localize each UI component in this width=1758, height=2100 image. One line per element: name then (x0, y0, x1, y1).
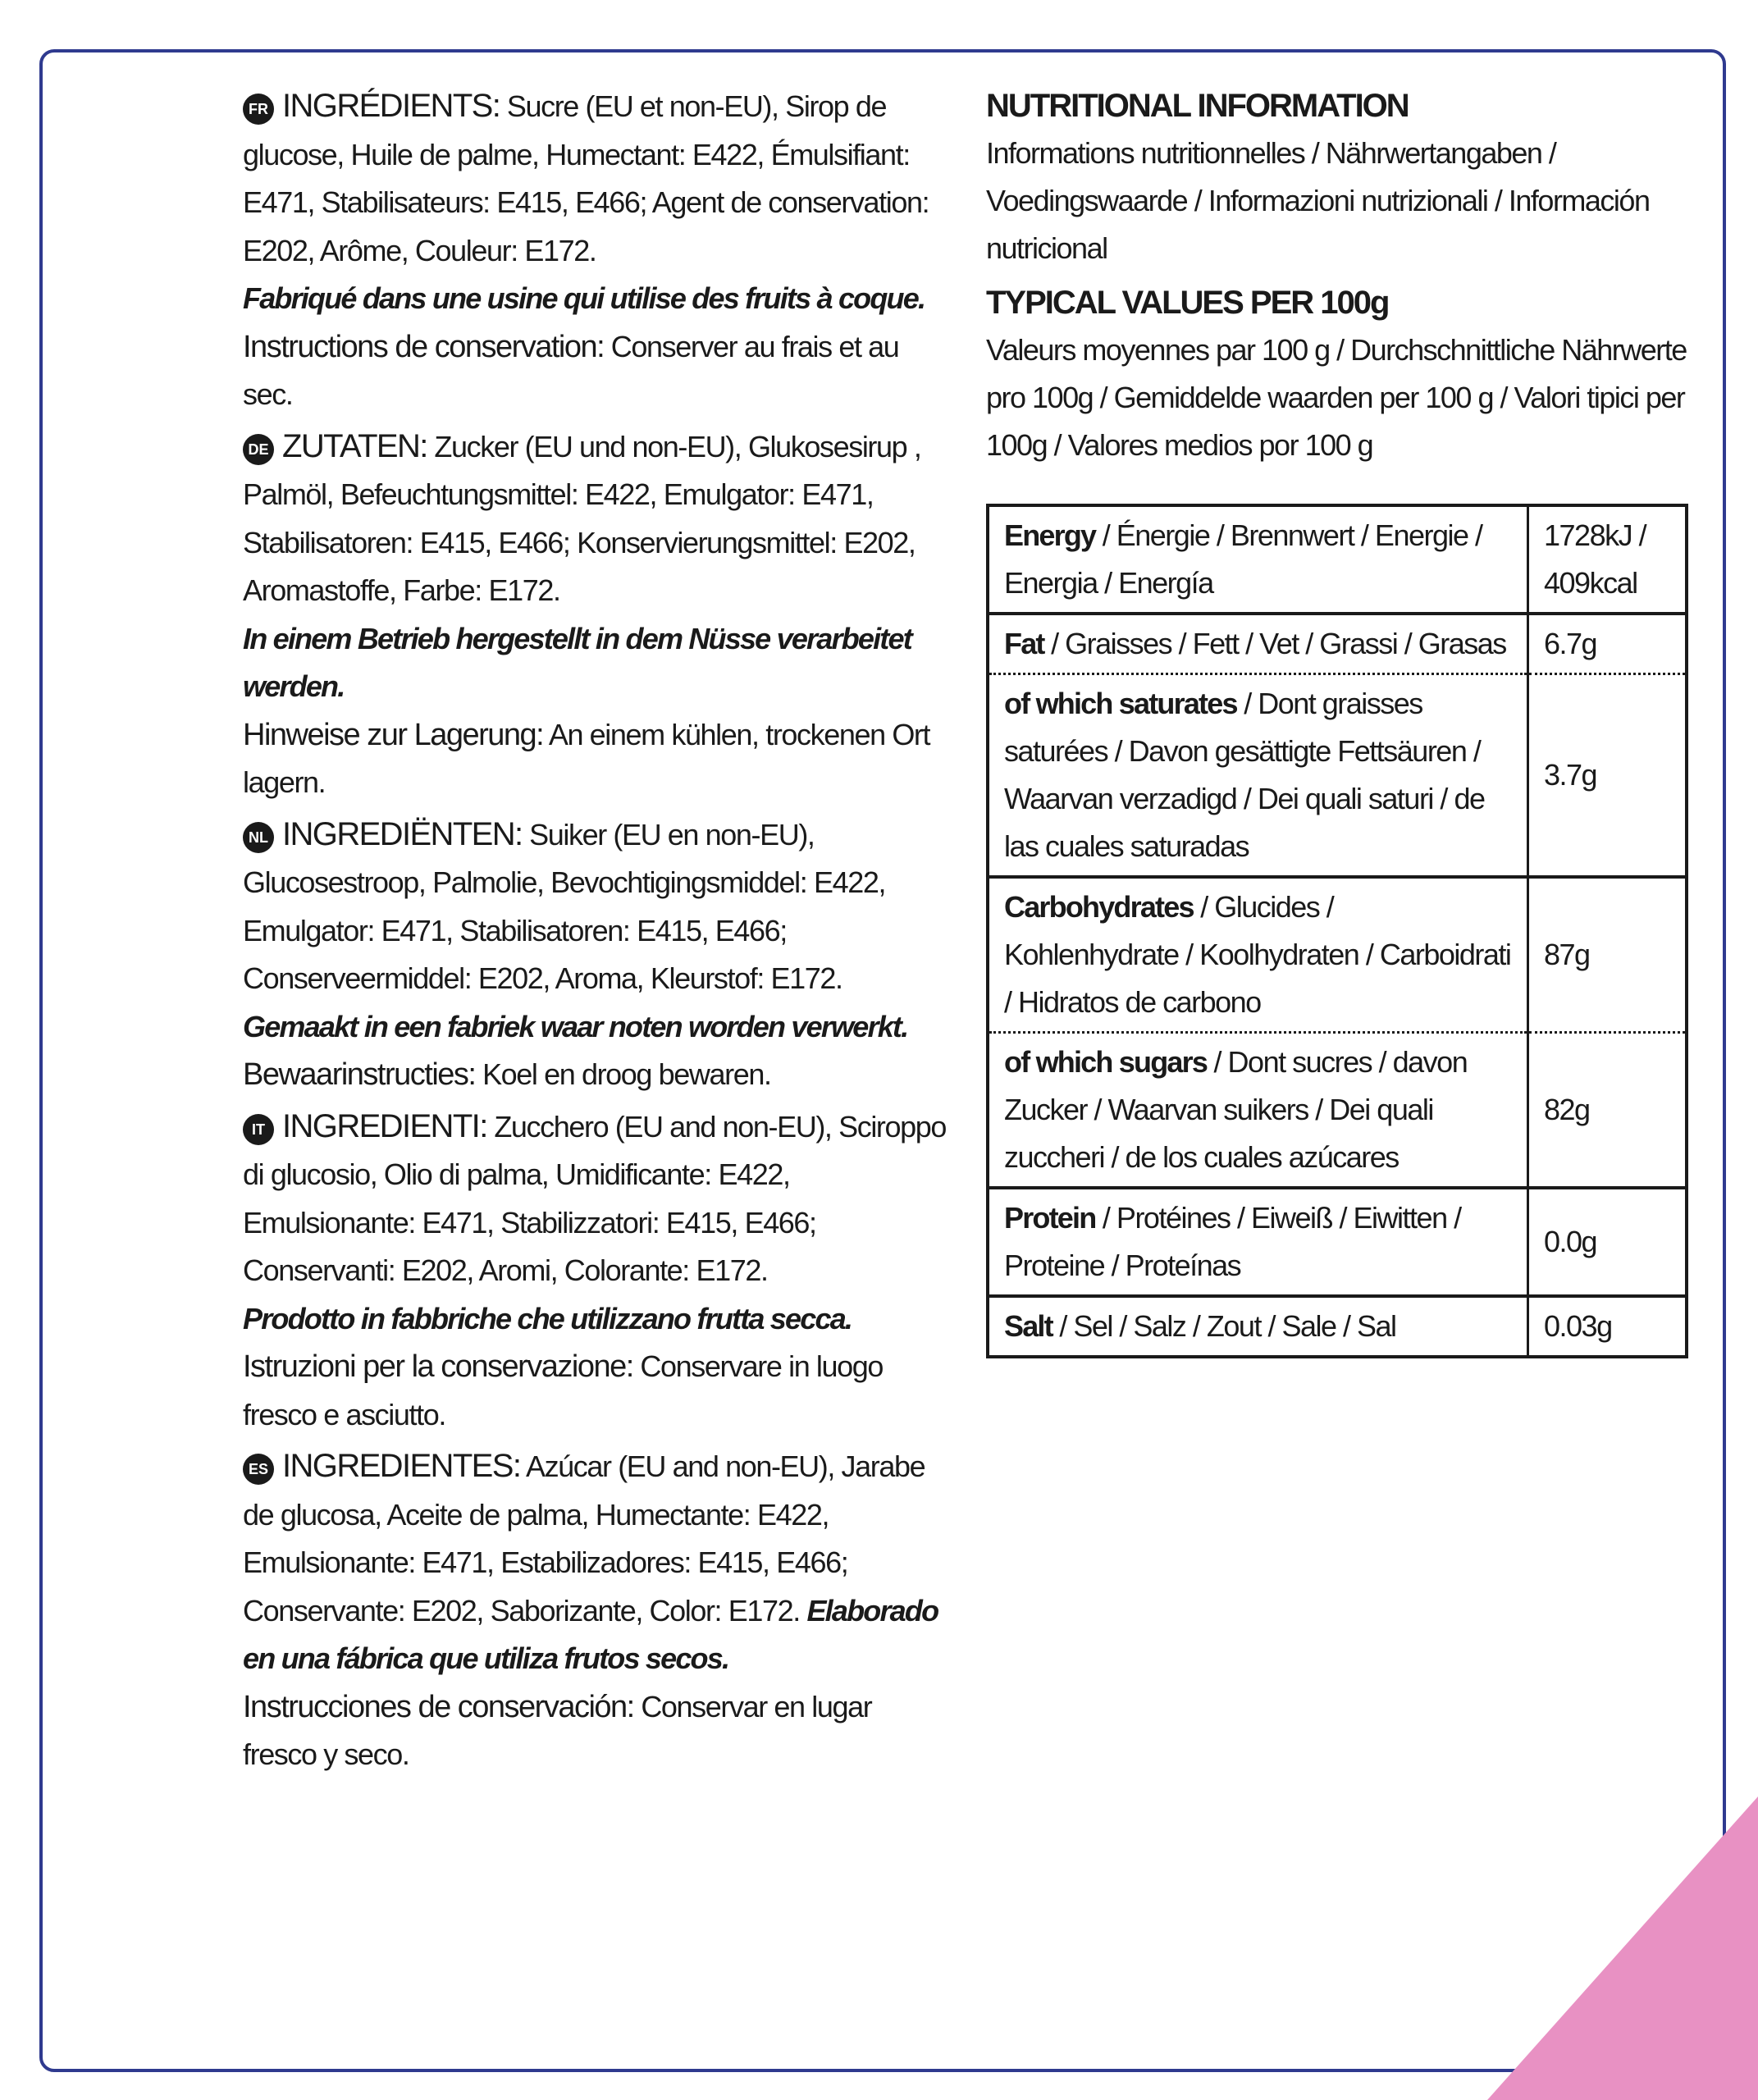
allergen-warning: Gemaakt in een fabriek waar noten worden verwerkt. (243, 1009, 908, 1043)
nutrient-value: 0.0g (1528, 1188, 1687, 1296)
nutrient-cell (988, 674, 1528, 878)
allergen-warning: In einem Betrieb hergestellt in dem Nüsse verarbeitet werden. (243, 621, 911, 703)
nutrient-translations: / Graisses / Fett / Vet / Grassi / Grasas (1043, 627, 1506, 660)
nutrition-heading-translations: Informations nutritionnelles / Nährwertangaben / Voedingswaarde / Informazioni nutrizionali / Información nutricional (986, 136, 1650, 265)
values-heading-translations: Valeurs moyennes par 100 g / Durchschnittliche Nährwerte pro 100g / Gemiddelde waarden per 100 g / Valori tipici per 100g / Valores medios por 100 g (986, 333, 1687, 462)
table-row-salt (988, 1296, 1687, 1357)
ingredients-text: Zucchero (EU and non-EU), Sciroppo di glucosio, Olio di palma, Umidificante: E422, Emulsionante: E471, Stabilizzatori: E415, E466; Conservanti: E202, Aromi, Colorante: E172. (243, 1109, 946, 1287)
ingredients-title: ZUTATEN: (282, 427, 427, 464)
nutrient-name: Protein (1004, 1201, 1096, 1235)
nutrient-value: 6.7g (1528, 614, 1687, 674)
nutrient-value: 82g (1528, 1033, 1687, 1189)
storage-label: Istruzioni per la conservazione: (243, 1349, 633, 1384)
flag-it-icon: IT (243, 1114, 274, 1145)
ingredients-nl (243, 810, 948, 1099)
nutrition-column (986, 82, 1692, 1358)
storage-text: Koel en droog bewaren. (475, 1057, 771, 1091)
ingredients-column (243, 82, 948, 1783)
nutrient-translations: / Glucides / Kohlenhydrate / Koolhydraten / Carboidrati / Hidratos de carbono (1004, 890, 1511, 1019)
nutrient-value: 1728kJ / 409kcal (1528, 505, 1687, 614)
ingredients-title: INGREDIËNTEN: (282, 815, 523, 852)
storage-label: Instructions de conservation: (243, 329, 605, 364)
nutrient-cell (988, 877, 1528, 1033)
allergen-warning: Fabriqué dans une usine qui utilise des fruits à coque. (243, 281, 925, 315)
flag-de-icon: DE (243, 434, 274, 465)
flag-nl-icon: NL (243, 822, 274, 853)
nutrient-name: Energy (1004, 518, 1096, 552)
nutrient-translations: / Énergie / Brennwert / Energie / Energia / Energía (1004, 518, 1482, 600)
nutrition-table (986, 504, 1688, 1358)
ingredients-title: INGREDIENTI: (282, 1107, 487, 1144)
storage-text: An einem kühlen, trockenen Ort lagern. (243, 717, 930, 799)
nutrient-translations: / Protéines / Eiweiß / Eiwitten / Proteine / Proteínas (1004, 1201, 1461, 1282)
pink-corner-decoration (1487, 1796, 1758, 2100)
ingredients-fr (243, 82, 948, 419)
nutrient-cell (988, 1296, 1528, 1357)
nutrient-name: of which saturates (1004, 687, 1237, 720)
ingredients-text: Zucker (EU und non-EU), Glukosesirup , Palmöl, Befeuchtungsmittel: E422, Emulgator: E471, Stabilisatoren: E415, E466; Konservierungsmittel: E202, Aromastoffe, Farbe: E172. (243, 429, 921, 607)
nutrient-translations: / Sel / Salz / Zout / Sale / Sal (1052, 1309, 1396, 1343)
storage-label: Instrucciones de conservación: (243, 1689, 634, 1724)
nutrient-translations: / Dont graisses saturées / Davon gesättigte Fettsäuren / Waarvan verzadigd / Dei quali saturi / de las cuales saturadas (1004, 687, 1485, 863)
table-row-carbohydrates (988, 877, 1687, 1033)
values-heading: TYPICAL VALUES PER 100g (986, 285, 1389, 321)
table-row-saturates (988, 674, 1687, 878)
ingredients-title: INGRÉDIENTS: (282, 88, 500, 124)
nutrient-cell (988, 505, 1528, 614)
nutrient-value: 0.03g (1528, 1296, 1687, 1357)
nutrient-translations: / Dont sucres / davon Zucker / Waarvan suikers / Dei quali zuccheri / de los cuales azúcares (1004, 1045, 1468, 1174)
nutrition-heading: NUTRITIONAL INFORMATION (986, 88, 1409, 124)
ingredients-text: Azúcar (EU and non-EU), Jarabe de glucosa, Aceite de palma, Humectante: E422, Emulsionante: E471, Estabilizadores: E415, E466; Conservante: E202, Saborizante, Color: E172. (243, 1449, 925, 1628)
table-row-energy (988, 505, 1687, 614)
flag-fr-icon: FR (243, 94, 274, 125)
nutrient-name: Fat (1004, 627, 1044, 660)
nutrient-name: of which sugars (1004, 1045, 1208, 1079)
storage-label: Bewaarinstructies: (243, 1057, 476, 1092)
storage-text: Conservar en lugar fresco y seco. (243, 1689, 872, 1771)
ingredients-es (243, 1442, 948, 1779)
ingredients-text: Suiker (EU en non-EU), Glucosestroop, Palmolie, Bevochtigingsmiddel: E422, Emulgator: E471, Stabilisatoren: E415, E466; Conserveermiddel: E202, Aroma, Kleurstof: E172. (243, 817, 886, 995)
allergen-warning: Elaborado en una fábrica que utiliza frutos secos. (243, 1593, 938, 1675)
nutrient-value: 3.7g (1528, 674, 1687, 878)
nutrient-name: Carbohydrates (1004, 890, 1194, 924)
ingredients-de (243, 422, 948, 807)
nutrient-cell (988, 1033, 1528, 1189)
ingredients-title: INGREDIENTES: (282, 1448, 521, 1484)
storage-text: Conservare in luogo fresco e asciutto. (243, 1349, 884, 1431)
nutrient-cell (988, 1188, 1528, 1296)
ingredients-text: Sucre (EU et non-EU), Sirop de glucose, Huile de palme, Humectant: E422, Émulsifiant: E471, Stabilisateurs: E415, E466; Agent de conservation: E202, Arôme, Couleur: E172. (243, 89, 929, 267)
nutrient-cell (988, 614, 1528, 674)
table-row-sugars (988, 1033, 1687, 1189)
flag-es-icon: ES (243, 1454, 274, 1485)
ingredients-it (243, 1102, 948, 1440)
table-row-protein (988, 1188, 1687, 1296)
nutrient-name: Salt (1004, 1309, 1053, 1343)
storage-label: Hinweise zur Lagerung: (243, 717, 544, 752)
table-row-fat (988, 614, 1687, 674)
allergen-warning: Prodotto in fabbriche che utilizzano frutta secca. (243, 1301, 852, 1335)
nutrient-value: 87g (1528, 877, 1687, 1033)
storage-text: Conserver au frais et au sec. (243, 329, 899, 411)
